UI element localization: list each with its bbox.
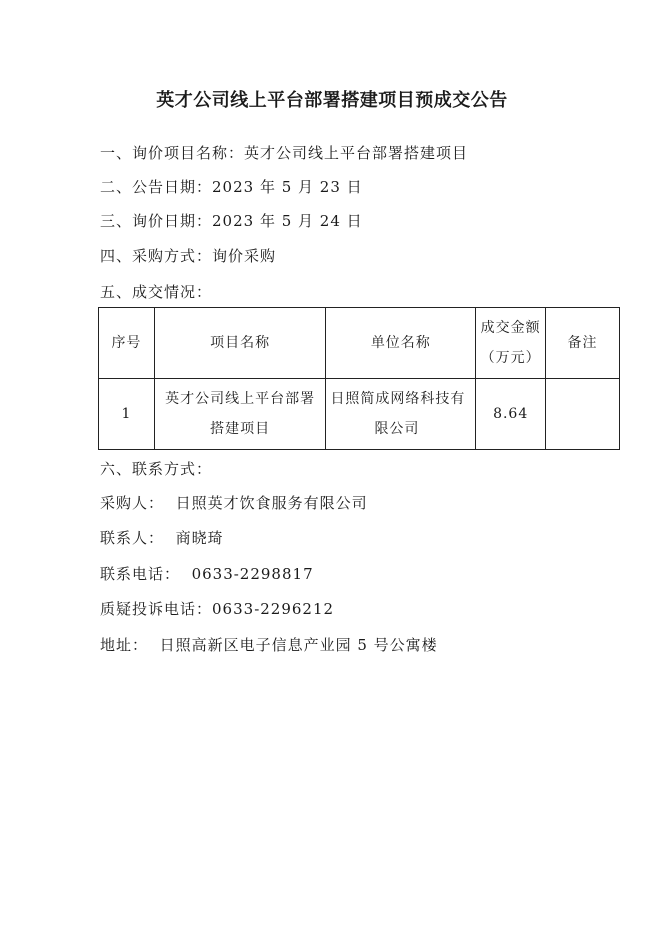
person-label: 联系人： xyxy=(100,529,165,547)
complaint-label: 质疑投诉电话： xyxy=(100,600,213,618)
address-line xyxy=(100,634,438,655)
cell-index: 1 xyxy=(99,379,155,450)
header-amount-line2: （万元） xyxy=(480,350,541,366)
buyer-line xyxy=(100,492,368,513)
cell-remark xyxy=(546,379,620,450)
deal-label: 五、成交情况： xyxy=(100,283,213,301)
cell-item-line2: 搭建项目 xyxy=(210,421,271,437)
announce-date-label: 二、公告日期： xyxy=(100,178,213,196)
complaint-value: 0633-2296212 xyxy=(212,600,335,618)
inquiry-date-label: 三、询价日期： xyxy=(100,212,213,230)
project-name-value: 英才公司线上平台部署搭建项目 xyxy=(244,144,469,162)
person-line xyxy=(100,527,224,548)
contact-heading xyxy=(100,458,212,479)
project-name-label: 一、询价项目名称： xyxy=(100,144,245,162)
announce-date-line xyxy=(100,176,363,197)
contact-heading-label: 六、联系方式： xyxy=(100,460,213,478)
address-label: 地址： xyxy=(100,636,149,654)
buyer-label: 采购人： xyxy=(100,494,165,512)
phone-line xyxy=(100,563,314,584)
inquiry-date-value: 2023 年 5 月 24 日 xyxy=(212,212,363,230)
deal-heading xyxy=(100,281,212,302)
complaint-line xyxy=(100,598,334,619)
table-row xyxy=(99,379,620,450)
header-item: 项目名称 xyxy=(154,308,326,379)
header-amount-line1: 成交金额 xyxy=(480,320,541,336)
cell-item xyxy=(154,379,326,450)
table-header-row xyxy=(99,308,620,379)
announce-date-value: 2023 年 5 月 23 日 xyxy=(212,178,363,196)
cell-item-line1: 英才公司线上平台部署 xyxy=(165,391,316,407)
deal-table xyxy=(98,307,620,450)
header-remark: 备注 xyxy=(546,308,620,379)
phone-label: 联系电话： xyxy=(100,565,181,583)
person-value: 商晓琦 xyxy=(175,529,224,547)
phone-value: 0633-2298817 xyxy=(191,565,314,583)
page-title: 英才公司线上平台部署搭建项目预成交公告 xyxy=(156,90,508,111)
project-name-line xyxy=(100,142,468,163)
cell-unit xyxy=(326,379,476,450)
header-unit: 单位名称 xyxy=(326,308,476,379)
buyer-value: 日照英才饮食服务有限公司 xyxy=(175,494,368,512)
method-value: 询价采购 xyxy=(212,247,277,265)
inquiry-date-line xyxy=(100,210,363,231)
header-amount xyxy=(476,308,546,379)
header-index: 序号 xyxy=(99,308,155,379)
cell-unit-line1: 日照简成网络科技有 xyxy=(330,391,466,407)
method-line xyxy=(100,245,276,266)
address-value: 日照高新区电子信息产业园 5 号公寓楼 xyxy=(159,636,438,654)
method-label: 四、采购方式： xyxy=(100,247,213,265)
cell-amount: 8.64 xyxy=(476,379,546,450)
cell-unit-line2: 限公司 xyxy=(374,421,420,437)
